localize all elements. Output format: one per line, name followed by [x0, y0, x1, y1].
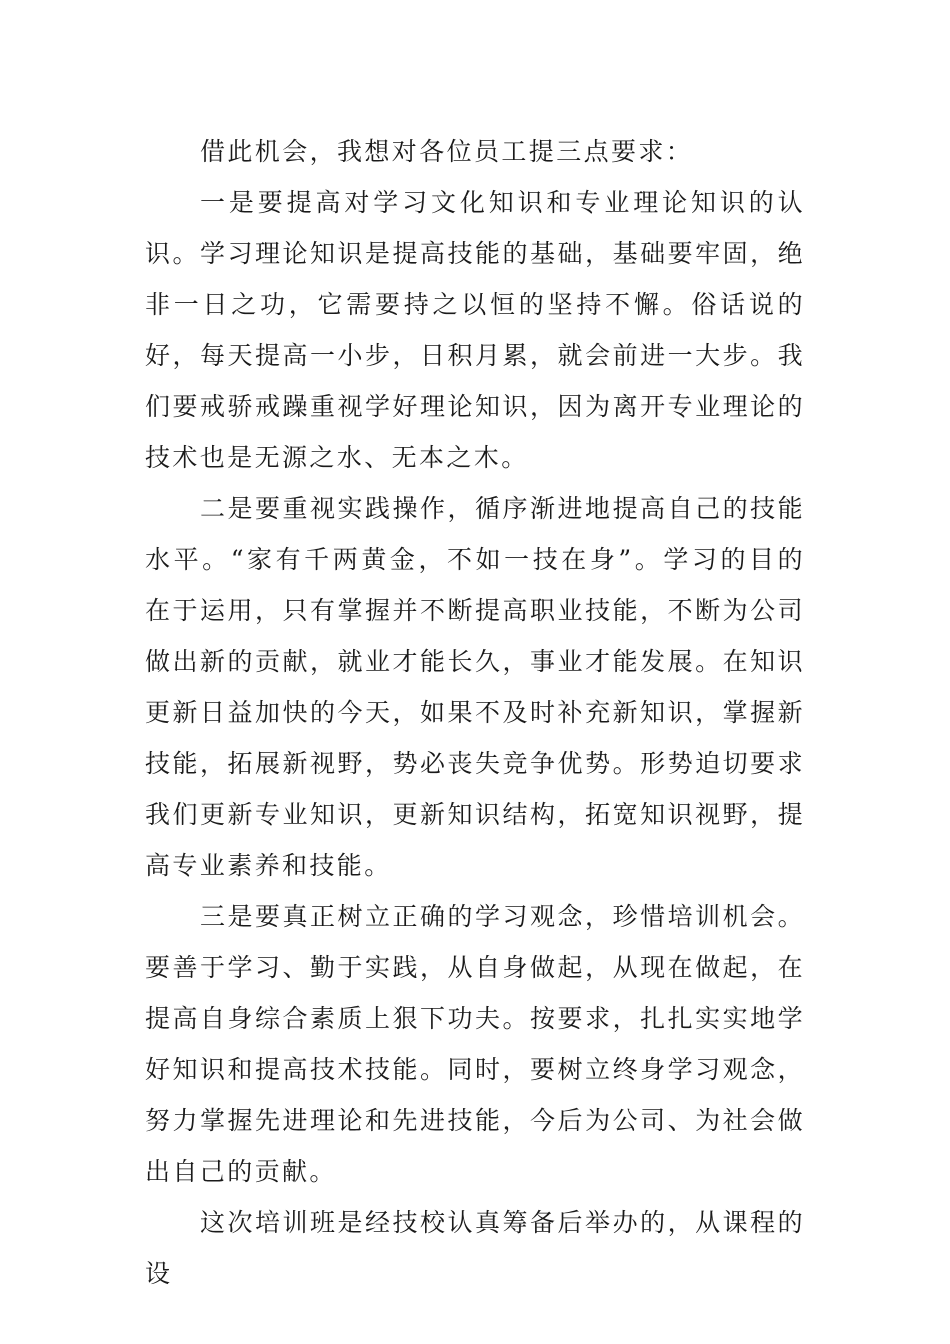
paragraph-requirement-one: 一是要提高对学习文化知识和专业理论知识的认识。学习理论知识是提高技能的基础，基础要牢固，绝非一日之功，它需要持之以恒的坚持不懈。俗话说的好，每天提高一小步，日积月累，就会前进一大步。我们要戒骄戒躁重视学好理论知识，因为离开专业理论的技术也是无源之水、无本之木。	[145, 188, 805, 472]
paragraph-training-class: 这次培训班是经技校认真筹备后举办的，从课程的设	[145, 1208, 805, 1288]
paragraph-requirement-three: 三是要真正树立正确的学习观念，珍惜培训机会。要善于学习、勤于实践，从自身做起，从现在做起，在提高自身综合素质上狠下功夫。按要求，扎扎实实地学好知识和提高技术技能。同时，要树立终身学习观念，努力掌握先进理论和先进技能，今后为公司、为社会做出自己的贡献。	[145, 902, 805, 1186]
document-body	[145, 126, 805, 1299]
paragraph-requirement-two: 二是要重视实践操作，循序渐进地提高自己的技能水平。“家有千两黄金，不如一技在身”。学习的目的在于运用，只有掌握并不断提高职业技能，不断为公司做出新的贡献，就业才能长久，事业才能发展。在知识更新日益加快的今天，如果不及时补充新知识，掌握新技能，拓展新视野，势必丧失竞争优势。形势迫切要求我们更新专业知识，更新知识结构，拓宽知识视野，提高专业素养和技能。	[145, 494, 805, 880]
paragraph-intro: 借此机会，我想对各位员工提三点要求：	[200, 137, 694, 166]
